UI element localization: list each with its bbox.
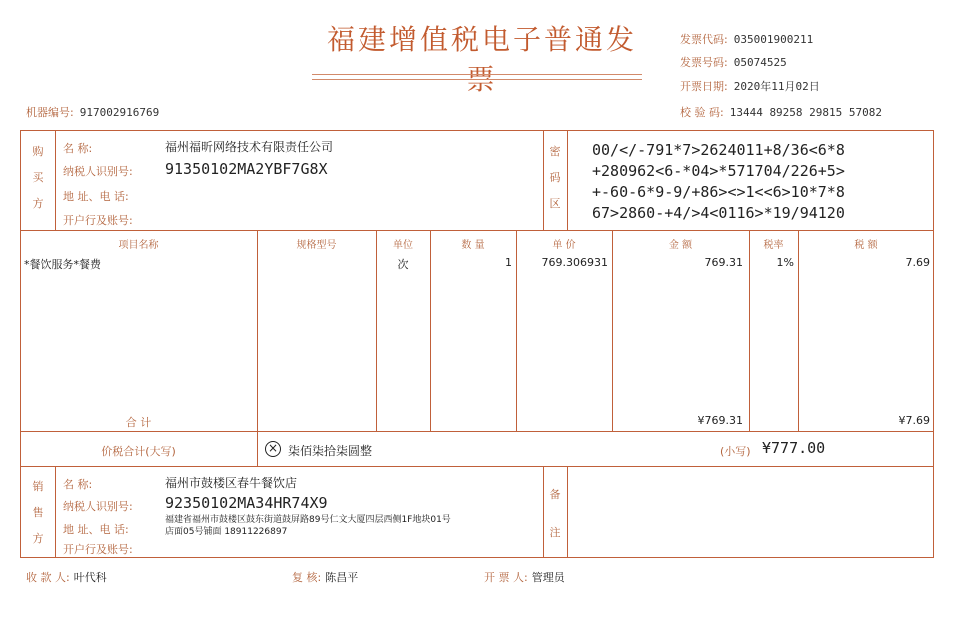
invoice-date (680, 78, 820, 94)
subtotal-tax: ¥7.69 (898, 414, 930, 427)
col-divider-spec (257, 230, 258, 431)
seller-bank-label: 开户行及账号: (63, 543, 133, 556)
header-qty: 数 量 (461, 240, 485, 251)
divider-items-total (20, 431, 934, 432)
seller-tax-id: 92350102MA34HR74X9 (165, 494, 328, 512)
total-small-label: (小写) (720, 445, 751, 458)
cipher-label-divider (567, 130, 568, 230)
remark-label-divider (567, 466, 568, 558)
buyer-tax-id: 91350102MA2YBF7G8X (165, 160, 328, 178)
total-divider (257, 431, 258, 466)
invoice-number (680, 54, 787, 70)
header-item-name: 项目名称 (118, 240, 159, 251)
drawer (484, 569, 565, 585)
header-price: 单 价 (552, 240, 576, 251)
seller-address-line1: 福建省福州市鼓楼区鼓东街道鼓屏路89号仁文大厦四层西侧1F地块01号 (165, 515, 451, 525)
total-small: ¥777.00 (762, 439, 826, 457)
cipher-section-char: 码 (549, 170, 561, 184)
header-spec: 规格型号 (296, 240, 337, 251)
subtotal-label: 合 计 (125, 416, 152, 429)
seller-name: 福州市鼓楼区春牛餐饮店 (165, 476, 298, 490)
cipher-line: +-60-6*9-9/+86><>1<<6>10*7*8 (592, 183, 845, 201)
seller-name-label: 名 称: (63, 478, 93, 491)
buyer-section-char: 购 (32, 145, 44, 158)
seller-section-label (31, 480, 45, 545)
divider-buyer-items (20, 230, 934, 231)
invoice-code (680, 31, 813, 47)
seller-label-divider (55, 466, 56, 558)
header-rate: 税率 (763, 240, 784, 251)
payee (26, 569, 107, 585)
seller-section-char: 售 (32, 505, 44, 519)
invoice-date-value: 2020年11月02日 (733, 80, 820, 93)
machine-number-value: 917002916769 (79, 106, 160, 119)
item-name: *餐饮服务*餐费 (24, 258, 101, 271)
divider-total-seller (20, 466, 934, 467)
item-unit: 次 (397, 258, 409, 271)
buyer-label-divider (55, 130, 56, 230)
seller-section-char: 销 (32, 480, 44, 493)
seller-tax-id-label: 纳税人识别号: (63, 500, 133, 513)
seller-address-line2: 店面05号铺面 18911226897 (165, 527, 288, 537)
cipher-block (592, 140, 845, 224)
seller-remark-divider (543, 466, 544, 558)
check-code (680, 104, 882, 120)
drawer-value: 管理员 (531, 571, 565, 584)
invoice-number-label: 发票号码: (680, 56, 728, 69)
buyer-bank-label: 开户行及账号: (63, 214, 133, 227)
item-tax: 7.69 (905, 256, 930, 269)
item-rate: 1% (776, 256, 794, 269)
remarks-section-char: 注 (549, 525, 561, 539)
cross-circle-icon: × (265, 441, 281, 457)
invoice-date-label: 开票日期: (680, 80, 728, 93)
remarks-section-char: 备 (549, 488, 561, 501)
seller-address-label: 地 址、电 话: (63, 523, 129, 536)
remarks-section-label (548, 488, 562, 540)
buyer-name-label: 名 称: (63, 142, 93, 155)
seller-section-char: 方 (32, 531, 44, 545)
item-amount: 769.31 (704, 256, 743, 269)
total-label: 价税合计(大写) (101, 445, 176, 458)
header-unit: 单位 (393, 240, 413, 251)
cipher-section-char: 密 (549, 145, 561, 158)
drawer-label: 开 票 人: (484, 571, 528, 584)
reviewer (292, 569, 358, 585)
cipher-line: 67>2860-+4/>4<0116>*19/94120 (592, 204, 845, 222)
subtotal-amount: ¥769.31 (697, 414, 743, 427)
total-words: 柒佰柒拾柒圆整 (288, 444, 373, 458)
payee-label: 收 款 人: (26, 571, 70, 584)
header-tax: 税 额 (854, 240, 878, 251)
buyer-cipher-divider (543, 130, 544, 230)
invoice-title: 福建增值税电子普通发票 (326, 23, 637, 96)
invoice-code-label: 发票代码: (680, 33, 728, 46)
check-code-label: 校 验 码: (680, 106, 724, 119)
buyer-address-label: 地 址、电 话: (63, 190, 129, 203)
buyer-section-label (31, 145, 45, 210)
cipher-line: +280962<6-*04>*571704/226+5> (592, 162, 845, 180)
reviewer-label: 复 核: (292, 571, 322, 584)
item-price: 769.306931 (541, 256, 608, 269)
buyer-tax-id-label: 纳税人识别号: (63, 165, 133, 178)
buyer-name: 福州福昕网络技术有限责任公司 (165, 140, 334, 154)
reviewer-value: 陈昌平 (325, 571, 359, 584)
cipher-line: 00/</-791*7>2624011+8/36<6*8 (592, 141, 845, 159)
buyer-section-char: 买 (32, 170, 44, 184)
item-qty: 1 (505, 256, 512, 269)
cipher-section-char: 区 (549, 196, 561, 210)
title-underline-bottom (312, 79, 642, 80)
title-underline-top (312, 74, 642, 75)
payee-value: 叶代科 (73, 571, 107, 584)
header-amount: 金 额 (668, 240, 693, 251)
machine-number-label: 机器编号: (26, 106, 74, 119)
machine-number (26, 104, 159, 120)
invoice-code-value: 035001900211 (733, 33, 814, 46)
cipher-section-label (548, 145, 562, 210)
check-code-value: 13444 89258 29815 57082 (729, 106, 883, 119)
buyer-section-char: 方 (32, 196, 44, 210)
invoice-number-value: 05074525 (733, 56, 787, 69)
